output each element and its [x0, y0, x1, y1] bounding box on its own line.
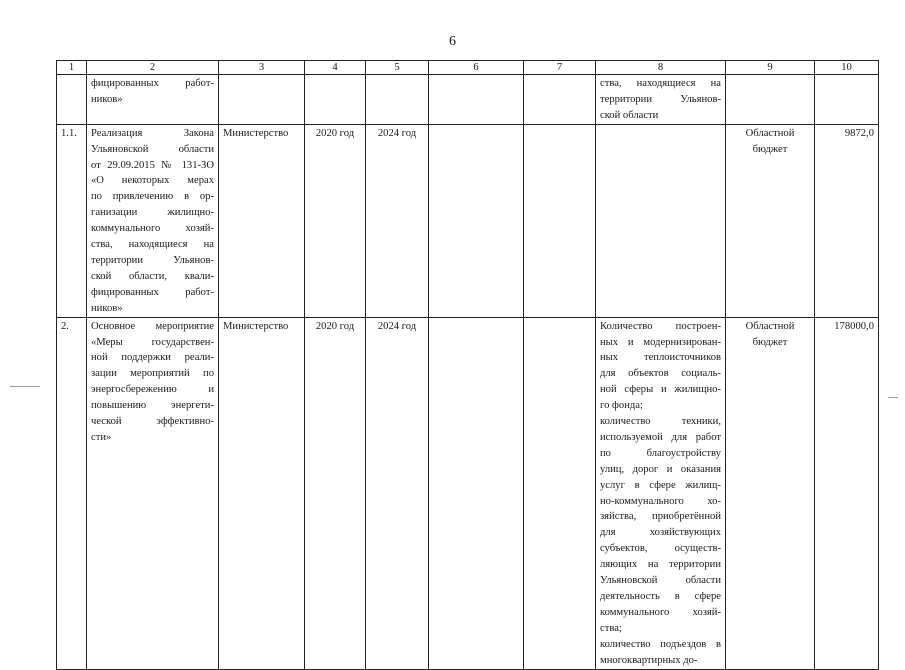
header-row [57, 61, 879, 75]
text-line: для хозяйствующих [600, 527, 721, 539]
row-number: 1.1. [57, 124, 87, 317]
text-line: коммунального хозяй- [91, 223, 214, 235]
funding-amount: 178000,0 [815, 317, 879, 669]
executor: Министерство [219, 124, 305, 317]
row-number [57, 75, 87, 125]
text-line: ской области, квали- [91, 270, 214, 282]
activity-name [87, 124, 219, 317]
col7-cell [524, 124, 596, 317]
funding-amount: 9872,0 [815, 124, 879, 317]
text-line: субъектов, осуществ- [600, 543, 721, 555]
funding-source [726, 124, 815, 317]
col7-cell [524, 75, 596, 125]
text-line: Областной [745, 127, 795, 139]
header-cell: 8 [596, 61, 726, 75]
header-cell: 7 [524, 61, 596, 75]
executor [219, 75, 305, 125]
text-line: количество подъездов в [600, 638, 721, 650]
text-line: территории Ульянов- [91, 254, 214, 266]
text-line: «О некоторых мерах [91, 175, 214, 187]
text-line: услуг в сфере жилищ- [600, 479, 721, 491]
text-line: фицированных работ- [91, 78, 214, 89]
executor: Министерство [219, 317, 305, 669]
text-line: Реализация Закона [91, 127, 214, 139]
start-year [305, 75, 366, 125]
header-cell: 3 [219, 61, 305, 75]
text-line: повышению энергети- [91, 400, 214, 412]
activity-name [87, 317, 219, 669]
header-cell: 9 [726, 61, 815, 75]
header-cell: 5 [366, 61, 429, 75]
header-cell: 10 [815, 61, 879, 75]
text-line: ской области [600, 109, 659, 121]
text-line: Основное мероприятие [91, 320, 214, 332]
text-line: коммунального хозяй- [600, 606, 721, 618]
text-line: по привлечению в ор- [91, 191, 214, 203]
text-line: Количество построен- [600, 320, 721, 332]
text-line: используемой для работ [600, 431, 721, 443]
text-line: ческой эффективно- [91, 416, 214, 428]
header-cell: 2 [87, 61, 219, 75]
program-activities-table [56, 60, 879, 670]
text-line: ства, находящиеся на [91, 239, 214, 251]
text-line: бюджет [752, 336, 788, 348]
indicators [596, 124, 726, 317]
text-line: ной сферы и жилищно- [600, 384, 721, 396]
text-line: Ульяновской области [600, 575, 721, 587]
text-line: улиц, дорог и оказания [600, 463, 721, 475]
start-year: 2020 год [305, 317, 366, 669]
funding-amount [815, 75, 879, 125]
funding-source [726, 317, 815, 669]
text-line: но-коммунального хо- [600, 495, 721, 507]
text-line: по благоустройству [600, 447, 721, 459]
indicators [596, 75, 726, 125]
start-year: 2020 год [305, 124, 366, 317]
col6-cell [429, 75, 524, 125]
text-line: ников» [91, 93, 123, 105]
text-line: ляющих на территории [600, 559, 721, 571]
end-year: 2024 год [366, 124, 429, 317]
text-line: для объектов социаль- [600, 368, 721, 380]
col6-cell [429, 317, 524, 669]
text-line: многоквартирных до- [600, 654, 698, 666]
scan-artifact-left [10, 386, 40, 387]
header-cell: 6 [429, 61, 524, 75]
text-line: «Меры государствен- [91, 336, 214, 348]
text-line: го фонда; [600, 400, 643, 412]
text-line: ников» [91, 302, 123, 314]
text-line: от 29.09.2015 № 131-ЗО [91, 159, 214, 171]
header-cell: 4 [305, 61, 366, 75]
text-line: ства; [600, 622, 622, 634]
text-line: бюджет [752, 143, 788, 155]
text-line: Областной [745, 320, 795, 332]
indicators [596, 317, 726, 669]
table-row [57, 75, 879, 125]
end-year: 2024 год [366, 317, 429, 669]
text-line: Ульяновской области [91, 143, 214, 155]
activity-name [87, 75, 219, 125]
page-number: 6 [449, 34, 456, 49]
text-line: ганизации жилищно- [91, 207, 214, 219]
row-number: 2. [57, 317, 87, 669]
text-line: сти» [91, 431, 112, 443]
text-line: ной поддержки реали- [91, 352, 214, 364]
end-year [366, 75, 429, 125]
text-line: количество техники, [600, 416, 721, 428]
text-line: ных теплоисточников [600, 352, 721, 364]
header-cell: 1 [57, 61, 87, 75]
text-line: территории Ульянов- [600, 93, 721, 105]
table-row [57, 124, 879, 317]
col6-cell [429, 124, 524, 317]
text-line: зации мероприятий по [91, 368, 214, 380]
table-row [57, 317, 879, 669]
funding-source [726, 75, 815, 125]
text-line: ных и модернизирован- [600, 336, 721, 348]
text-line: энергосбережению и [91, 384, 214, 396]
text-line: зяйства, приобретённой [600, 511, 721, 523]
text-line: деятельность в сфере [600, 591, 721, 602]
text-line: фицированных работ- [91, 286, 214, 298]
col7-cell [524, 317, 596, 669]
scan-artifact-right [888, 397, 898, 398]
text-line: ства, находящиеся на [600, 78, 721, 89]
